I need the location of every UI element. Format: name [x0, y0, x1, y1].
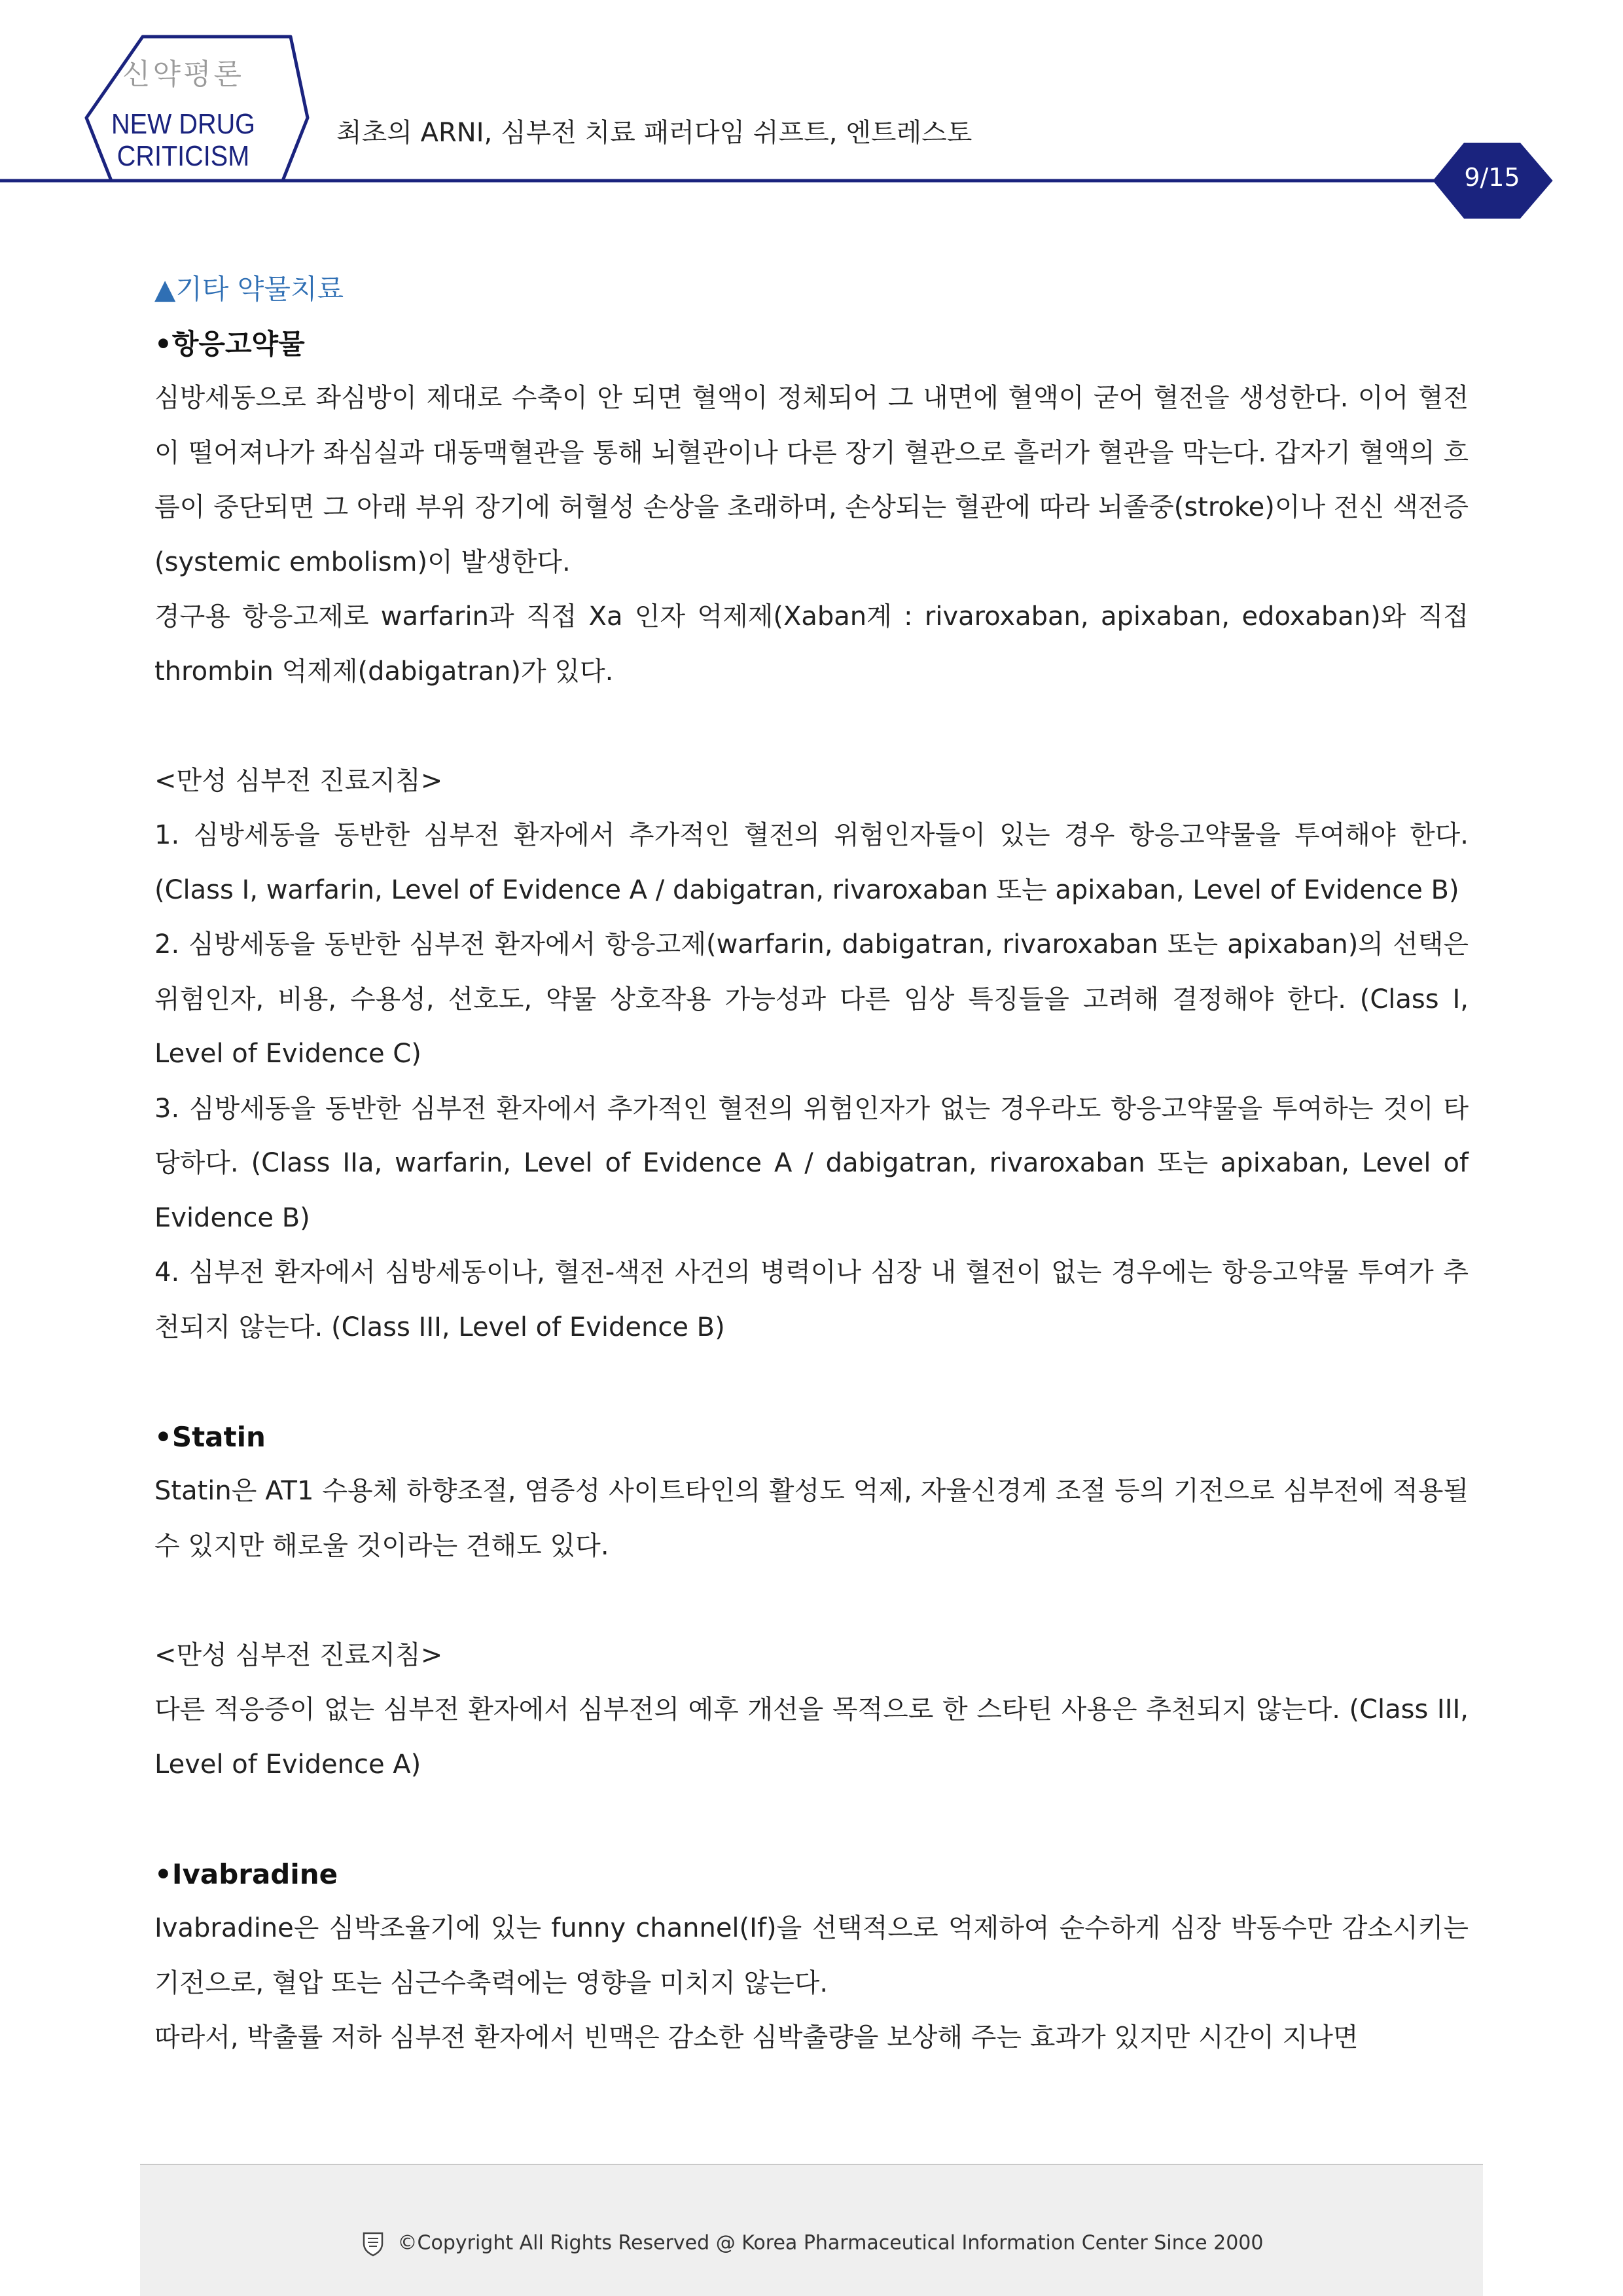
spacer [154, 699, 1469, 754]
statin-guideline-title: <만성 심부전 진료지침> [154, 1640, 443, 1670]
copyright-text: ©Copyright All Rights Reserved @ Korea Pharmaceutical Information Center Since 2000 [397, 2231, 1264, 2255]
article-body [154, 262, 1469, 2066]
anticoag-paragraph-2: 경구용 항응고제로 warfarin과 직접 Xa 인자 억제제(Xaban계 : rivaroxaban, apixaban, edoxaban)와 직접 thrombin 억제제(dabigatran)가 있다. [154, 601, 1469, 687]
statin-paragraph: Statin은 AT1 수용체 하향조절, 염증성 사이트타인의 활성도 억제, 자율신경계 조절 등의 기전으로 심부전에 적용될 수 있지만 해로울 것이라는 견해도 있다. [154, 1476, 1469, 1561]
anticoag-guideline-title: <만성 심부전 진료지침> [154, 765, 443, 796]
spacer [154, 1573, 1469, 1628]
anticoag-guideline-item: 3. 심방세동을 동반한 심부전 환자에서 추가적인 혈전의 위험인자가 없는 경우라도 항응고약물을 투여하는 것이 타당하다. (Class IIa, warfarin, Level of Evidence A / dabigatran, rivaroxaban 또는 apixaban, Level of Evidence B) [154, 1093, 1469, 1233]
logo-english-line1: NEW DRUG [111, 108, 255, 140]
anticoag-paragraph-1: 심방세동으로 좌심방이 제대로 수축이 안 되면 혈액이 정체되어 그 내면에 혈액이 굳어 혈전을 생성한다. 이어 혈전이 떨어져나가 좌심실과 대동맥혈관을 통해 뇌혈관이나 다른 장기 혈관으로 흘러가 혈관을 막는다. 갑자기 혈액의 흐름이 중단되면 그 아래 부위 장기에 허혈성 손상을 초래하며, 손상되는 혈관에 따라 뇌졸중(stroke)이나 전신 색전증(systemic embolism)이 발생한다. [154, 383, 1469, 577]
ivabradine-paragraph-2: 따라서, 박출률 저하 심부전 환자에서 빈맥은 감소한 심박출량을 보상해 주는 효과가 있지만 시간이 지나면 [154, 2022, 1359, 2053]
ivabradine-paragraph-1: Ivabradine은 심박조율기에 있는 funny channel(If)을 선택적으로 억제하여 순수하게 심장 박동수만 감소시키는 기전으로, 혈압 또는 심근수축력에는 영향을 미치지 않는다. [154, 1913, 1469, 1998]
logo-english-line2: CRITICISM [116, 140, 250, 172]
statin-heading: •Statin [154, 1420, 266, 1453]
anticoag-heading: •항응고약물 [154, 327, 305, 360]
spacer [154, 1792, 1469, 1847]
header-title: 최초의 ARNI, 심부전 치료 패러다임 쉬프트, 엔트레스토 [336, 118, 972, 148]
ivabradine-heading: •Ivabradine [154, 1857, 338, 1890]
section-title: ▲기타 약물치료 [154, 273, 344, 305]
logo-korean: 신약평론 [122, 58, 244, 91]
footer [140, 2164, 1483, 2296]
shield-logo-icon [360, 2231, 386, 2257]
anticoag-guideline-item: 2. 심방세동을 동반한 심부전 환자에서 항응고제(warfarin, dabigatran, rivaroxaban 또는 apixaban)의 선택은 위험인자, 비용, 수용성, 선호도, 약물 상호작용 가능성과 다른 임상 특징들을 고려해 결정해야 한다. (Class I, Level of Evidence C) [154, 929, 1469, 1069]
anticoag-guideline-item: 1. 심방세동을 동반한 심부전 환자에서 추가적인 혈전의 위험인자들이 있는 경우 항응고약물을 투여해야 한다. (Class I, warfarin, Level of Evidence A / dabigatran, rivaroxaban 또는 apixaban, Level of Evidence B) [154, 820, 1469, 905]
page-number: 9/15 [1464, 163, 1520, 192]
anticoag-guideline-item: 4. 심부전 환자에서 심방세동이나, 혈전-색전 사건의 병력이나 심장 내 혈전이 없는 경우에는 항응고약물 투여가 추천되지 않는다. (Class III, Level of Evidence B) [154, 1257, 1469, 1342]
footer-content [140, 2231, 1483, 2257]
spacer [154, 1355, 1469, 1410]
statin-guideline-text: 다른 적응증이 없는 심부전 환자에서 심부전의 예후 개선을 목적으로 한 스타틴 사용은 추천되지 않는다. (Class III, Level of Evidence A) [154, 1695, 1469, 1780]
